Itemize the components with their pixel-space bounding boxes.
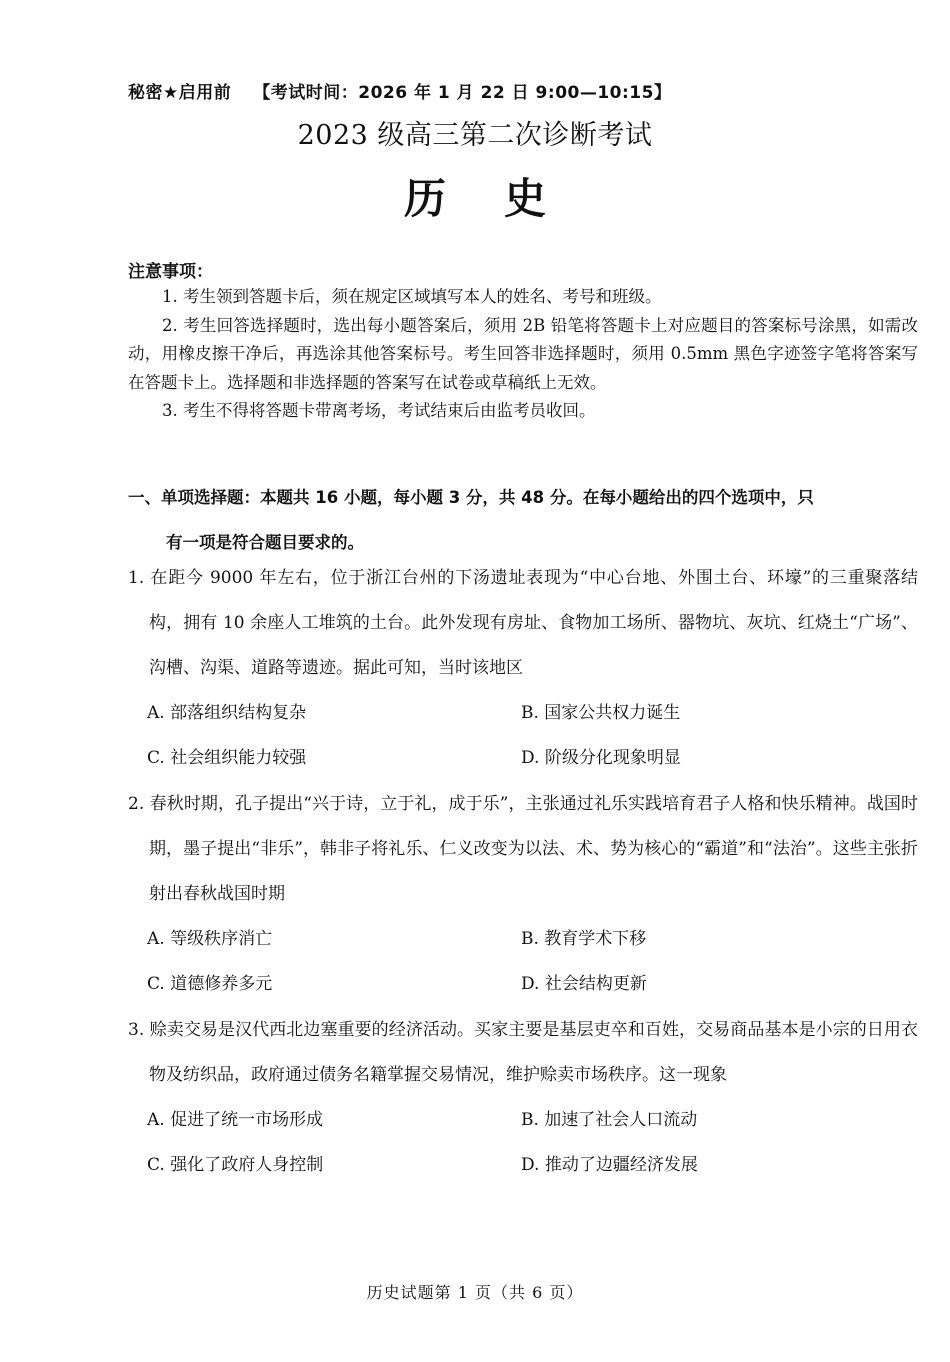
note-item: 1. 考生领到答题卡后，须在规定区域填写本人的姓名、考号和班级。 <box>162 287 662 306</box>
option-d: D. 阶级分化现象明显 <box>521 748 681 768</box>
question-3 <box>128 1008 918 1188</box>
option-c: C. 社会组织能力较强 <box>147 748 307 768</box>
question-1 <box>128 556 918 781</box>
notes-heading: 注意事项： <box>128 262 213 282</box>
options <box>128 1098 918 1188</box>
options <box>128 917 918 1007</box>
option-c: C. 道德修养多元 <box>147 974 273 994</box>
option-a: A. 促进了统一市场形成 <box>147 1110 324 1130</box>
options <box>128 691 918 781</box>
note-item: 2. 考生回答选择题时，选出每小题答案后，须用 2B 铅笔将答题卡上对应题目的答案标号涂黑，如需改动，用橡皮擦干净后，再选涂其他答案标号。考生回答非选择题时，须用 0.5mm 黑色字迹签字笔将答案写在答题卡上。选择题和非选择题的答案写在试卷或草稿纸上无效。 <box>128 315 918 392</box>
section-heading-line2: 有一项是符合题目要求的。 <box>166 533 364 552</box>
option-b: B. 加速了社会人口流动 <box>521 1110 698 1130</box>
subject-title: 历史 <box>403 174 604 223</box>
exam-time: 【考试时间：2026 年 1 月 22 日 9:00—10:15】 <box>253 83 672 103</box>
page-footer: 历史试题第 1 页（共 6 页） <box>366 1283 584 1302</box>
option-b: B. 国家公共权力诞生 <box>521 703 681 723</box>
option-a: A. 等级秩序消亡 <box>147 929 273 949</box>
question-2 <box>128 782 918 1007</box>
notes-list <box>128 283 918 426</box>
section-heading-line1: 一、单项选择题：本题共 16 小题，每小题 3 分，共 48 分。在每小题给出的四个选项中，只 <box>128 488 814 507</box>
header-line <box>128 78 671 103</box>
option-c: C. 强化了政府人身控制 <box>147 1155 324 1175</box>
option-d: D. 推动了边疆经济发展 <box>521 1155 698 1175</box>
question-stem: 3. 赊卖交易是汉代西北边塞重要的经济活动。买家主要是基层吏卒和百姓，交易商品基本是小宗的日用衣物及纺织品，政府通过债务名籍掌握交易情况，维护赊卖市场秩序。这一现象 <box>128 1020 918 1085</box>
option-b: B. 教育学术下移 <box>521 929 647 949</box>
option-d: D. 社会结构更新 <box>521 974 647 994</box>
exam-title: 2023 级高三第二次诊断考试 <box>297 120 653 151</box>
section-heading <box>128 475 918 565</box>
confidential-label: 秘密★启用前 <box>128 83 232 103</box>
option-a: A. 部落组织结构复杂 <box>147 703 307 723</box>
note-item: 3. 考生不得将答题卡带离考场，考试结束后由监考员收回。 <box>162 401 596 420</box>
question-stem: 2. 春秋时期，孔子提出“兴于诗，立于礼，成于乐”，主张通过礼乐实践培育君子人格和快乐精神。战国时期，墨子提出“非乐”，韩非子将礼乐、仁义改变为以法、术、势为核心的“霸道”和“法治”。这些主张折射出春秋战国时期 <box>128 794 918 904</box>
question-stem: 1. 在距今 9000 年左右，位于浙江台州的下汤遗址表现为“中心台地、外围土台、环壕”的三重聚落结构，拥有 10 余座人工堆筑的土台。此外发现有房址、食物加工场所、器物坑、灰坑、红烧土“广场”、沟槽、沟渠、道路等遗迹。据此可知，当时该地区 <box>128 568 918 678</box>
